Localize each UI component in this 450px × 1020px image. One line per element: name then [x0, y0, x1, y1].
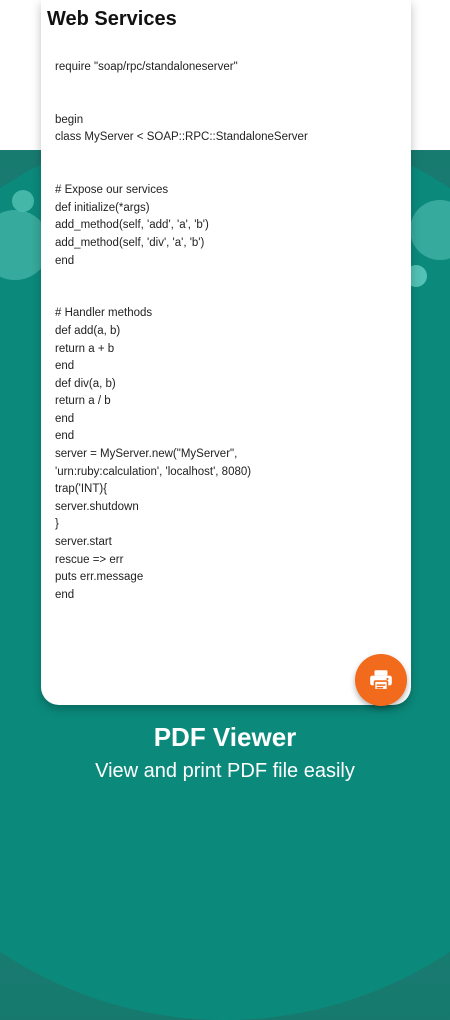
code-line: } [55, 518, 59, 531]
code-line: server.shutdown [55, 500, 139, 513]
code-line [55, 77, 395, 95]
code-line: return a + b [55, 342, 115, 355]
decorative-bubble [12, 190, 34, 212]
code-line: end [55, 430, 75, 443]
code-line: end [55, 254, 75, 267]
document-title: Web Services [47, 8, 177, 30]
document-code-block [55, 59, 395, 604]
code-line: require "soap/rpc/standaloneserver" [55, 61, 238, 73]
code-line: 'urn:ruby:calculation', 'localhost', 8080) [55, 465, 252, 478]
code-line [55, 147, 395, 165]
code-line: def initialize(*args) [55, 201, 150, 214]
code-line: end [55, 412, 75, 425]
code-line: class MyServer < SOAP::RPC::StandaloneServer [55, 131, 308, 144]
code-line: def add(a, b) [55, 324, 121, 337]
code-line: add_method(self, 'add', 'a', 'b') [55, 219, 209, 232]
code-line: server.start [55, 536, 112, 549]
pdf-page-card[interactable] [41, 0, 411, 705]
code-line [55, 165, 395, 183]
code-line: return a / b [55, 395, 111, 408]
code-line: trap('INT){ [55, 483, 108, 496]
code-line: # Expose our services [55, 184, 169, 197]
code-line: end [55, 360, 75, 373]
printer-icon [368, 667, 394, 693]
code-line: def div(a, b) [55, 377, 116, 390]
code-line: server = MyServer.new("MyServer", [55, 448, 238, 461]
caption-title: PDF Viewer [153, 722, 297, 752]
code-line: # Handler methods [55, 307, 153, 320]
code-line [55, 288, 395, 306]
code-line: puts err.message [55, 571, 144, 584]
code-line [55, 270, 395, 288]
code-line: begin [55, 113, 84, 126]
code-line [55, 94, 395, 112]
code-line: add_method(self, 'div', 'a', 'b') [55, 236, 205, 249]
code-line: end [55, 588, 75, 601]
code-line: rescue => err [55, 553, 124, 566]
caption-subtitle: View and print PDF file easily [95, 760, 355, 782]
print-button[interactable] [355, 654, 407, 706]
